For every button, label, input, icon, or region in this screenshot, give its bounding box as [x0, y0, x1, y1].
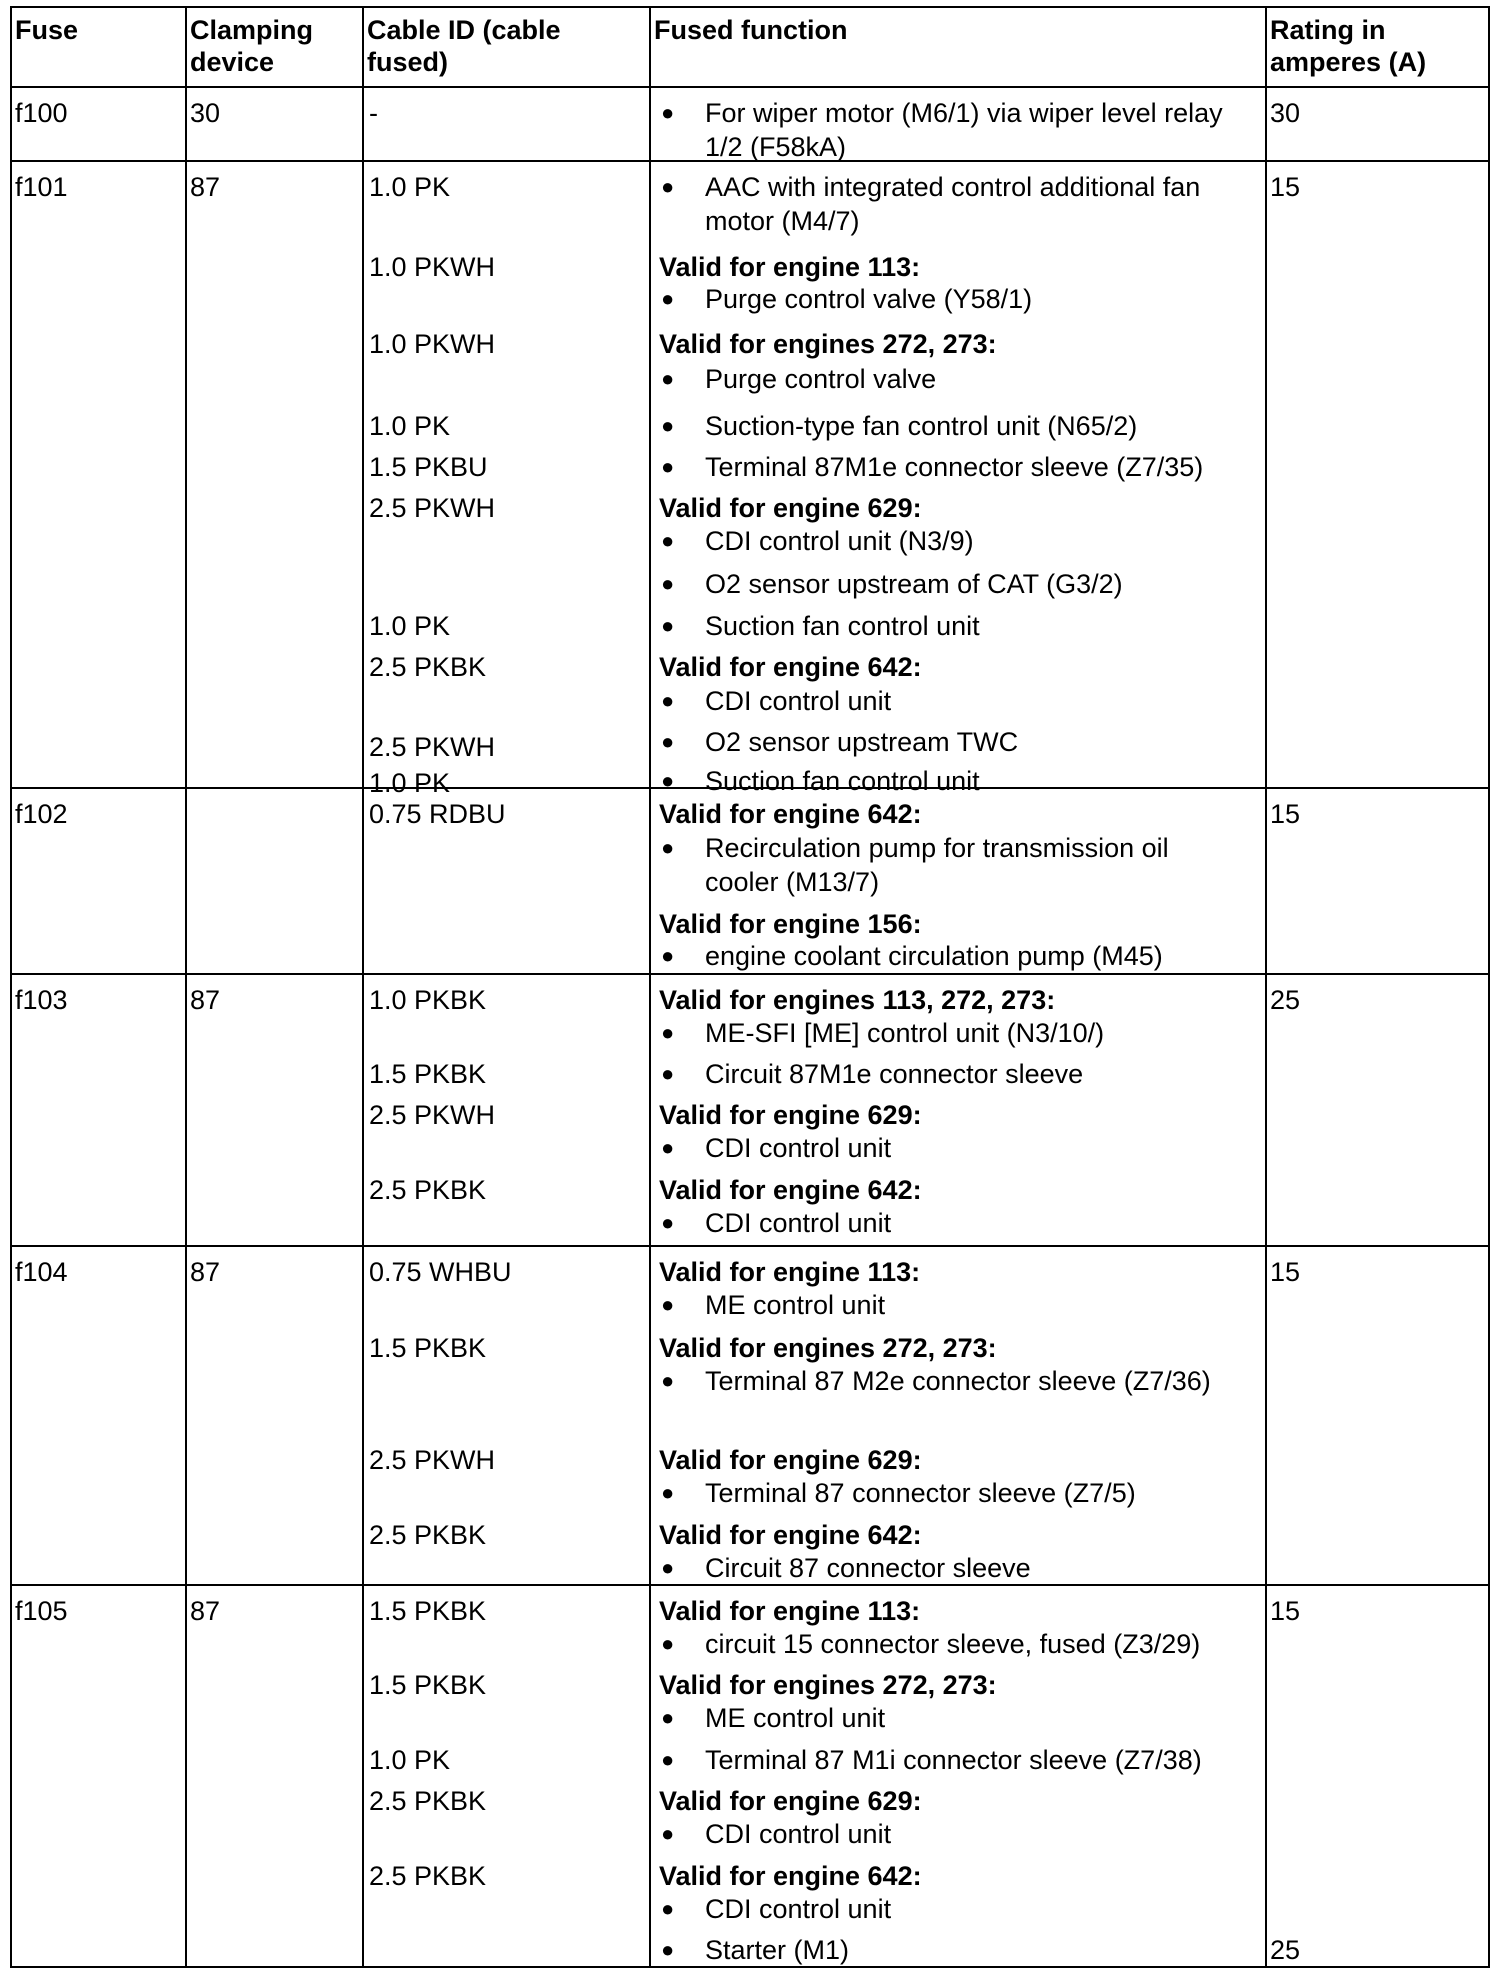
function-item: ● Suction fan control unit: [661, 766, 980, 796]
function-item: ● ME control unit: [661, 1290, 886, 1320]
function-item: ● Suction fan control unit: [661, 611, 980, 641]
fuse-f101: f101: [12, 162, 187, 789]
clamp-f105: 87: [187, 1586, 364, 1966]
function-item: ● Purge control valve: [661, 364, 937, 394]
cable-f101: [364, 162, 651, 798]
function-item: ● AAC with integrated control additional fan motor (M4/7): [661, 172, 1201, 236]
clamp-f100: 30: [187, 88, 364, 162]
cable-id: 2.5 PKBK: [369, 1175, 487, 1205]
cable-id: 2.5 PKWH: [369, 1100, 496, 1130]
cable-id: 1.0 PK: [369, 1745, 451, 1775]
engine-heading: Valid for engines 113, 272, 273:: [659, 985, 1056, 1015]
function-f105: [651, 1586, 1267, 1966]
fuse-f105: f105: [12, 1586, 187, 1966]
clamp-f102: [187, 789, 364, 975]
rating-f105: [1267, 1586, 1488, 1966]
rating-f101: 15: [1267, 162, 1488, 789]
engine-heading: Valid for engine 156:: [659, 909, 922, 939]
rating-f100: 30: [1267, 88, 1488, 162]
function-item: ● Terminal 87 M2e connector sleeve (Z7/36): [661, 1366, 1211, 1396]
function-item: ● Terminal 87M1e connector sleeve (Z7/35): [661, 452, 1204, 482]
function-item: ● Circuit 87 connector sleeve: [661, 1553, 1031, 1583]
rating-f102: 15: [1267, 789, 1488, 975]
clamp-f103: 87: [187, 975, 364, 1247]
function-f100: [651, 88, 1267, 162]
cable-id: 2.5 PKBK: [369, 652, 487, 682]
engine-heading: Valid for engine 629:: [659, 493, 922, 523]
engine-heading: Valid for engine 642:: [659, 1861, 922, 1891]
function-item: ● O2 sensor upstream TWC: [661, 727, 1019, 757]
cable-id: 1.0 PKBK: [369, 985, 487, 1015]
function-item: ● CDI control unit: [661, 1894, 892, 1924]
function-item: ● CDI control unit: [661, 1208, 892, 1238]
cable-id: 1.5 PKBK: [369, 1670, 487, 1700]
cable-f100: [364, 88, 651, 162]
function-item: ● engine coolant circulation pump (M45): [661, 941, 1163, 971]
cable-f103: [364, 975, 651, 1247]
cable-id: 1.5 PKBK: [369, 1059, 487, 1089]
cable-id: 1.0 PK: [369, 611, 451, 641]
rating-value-starter: 25: [1270, 1935, 1301, 1965]
header-fuse: Fuse: [12, 8, 187, 88]
function-item: ● Suction-type fan control unit (N65/2): [661, 411, 1138, 441]
function-item: ● CDI control unit: [661, 1819, 892, 1849]
function-f101: [651, 162, 1267, 796]
engine-heading: Valid for engines 272, 273:: [659, 1670, 997, 1700]
engine-heading: Valid for engine 113:: [659, 252, 921, 282]
function-f103: [651, 975, 1267, 1247]
engine-heading: Valid for engines 272, 273:: [659, 329, 997, 359]
function-f102: [651, 789, 1267, 975]
function-f104: [651, 1247, 1267, 1586]
function-item: ● Terminal 87 connector sleeve (Z7/5): [661, 1478, 1136, 1508]
cable-id: -: [369, 98, 378, 128]
function-item: ● ME control unit: [661, 1703, 886, 1733]
header-cable-id: Cable ID (cable fused): [364, 8, 651, 88]
fuse-f102: f102: [12, 789, 187, 975]
cable-id: 1.0 PKWH: [369, 252, 496, 282]
engine-heading: Valid for engine 629:: [659, 1445, 922, 1475]
fuse-f103: f103: [12, 975, 187, 1247]
cable-id: 2.5 PKWH: [369, 493, 496, 523]
cable-id: 2.5 PKBK: [369, 1520, 487, 1550]
cable-id: 1.0 PK: [369, 172, 451, 202]
cable-id: 2.5 PKBK: [369, 1861, 487, 1891]
cable-id: 1.0 PK: [369, 768, 451, 798]
cable-id: 0.75 RDBU: [369, 799, 506, 829]
function-item: ● CDI control unit: [661, 1133, 892, 1163]
function-item: ● CDI control unit (N3/9): [661, 526, 974, 556]
cable-id: 0.75 WHBU: [369, 1257, 512, 1287]
engine-heading: Valid for engine 629:: [659, 1100, 922, 1130]
function-item: ● For wiper motor (M6/1) via wiper level relay 1/2 (F58kA): [661, 98, 1223, 162]
engine-heading: Valid for engine 113:: [659, 1596, 921, 1626]
rating-f104: 15: [1267, 1247, 1488, 1586]
engine-heading: Valid for engine 629:: [659, 1786, 922, 1816]
cable-id: 2.5 PKWH: [369, 1445, 496, 1475]
function-item: ● Terminal 87 M1i connector sleeve (Z7/38): [661, 1745, 1202, 1775]
cable-id: 1.0 PKWH: [369, 329, 496, 359]
engine-heading: Valid for engine 113:: [659, 1257, 921, 1287]
function-item: ● ME-SFI [ME] control unit (N3/10/): [661, 1018, 1105, 1048]
rating-value: 15: [1270, 1596, 1301, 1626]
clamp-f101: 87: [187, 162, 364, 789]
function-item: ● CDI control unit: [661, 686, 892, 716]
engine-heading: Valid for engine 642:: [659, 1175, 922, 1205]
rating-f103: 25: [1267, 975, 1488, 1247]
fuse-f104: f104: [12, 1247, 187, 1586]
function-item: ● circuit 15 connector sleeve, fused (Z3/29): [661, 1629, 1201, 1659]
header-fused-function: Fused function: [651, 8, 1267, 88]
cable-id: 1.5 PKBK: [369, 1333, 487, 1363]
cable-f102: [364, 789, 651, 975]
engine-heading: Valid for engine 642:: [659, 1520, 922, 1550]
engine-heading: Valid for engine 642:: [659, 652, 922, 682]
cable-id: 2.5 PKWH: [369, 732, 496, 762]
function-item: ● O2 sensor upstream of CAT (G3/2): [661, 569, 1123, 599]
function-item: ● Recirculation pump for transmission oil cooler (M13/7): [661, 833, 1169, 897]
header-clamping-device: Clamping device: [187, 8, 364, 88]
cable-id: 1.5 PKBK: [369, 1596, 487, 1626]
fuse-f100: f100: [12, 88, 187, 162]
cable-id: 1.0 PK: [369, 411, 451, 441]
function-item: ● Starter (M1): [661, 1935, 850, 1965]
engine-heading: Valid for engines 272, 273:: [659, 1333, 997, 1363]
cable-id: 1.5 PKBU: [369, 452, 488, 482]
cable-id: 2.5 PKBK: [369, 1786, 487, 1816]
cable-f104: [364, 1247, 651, 1586]
fuse-table: [10, 6, 1490, 1968]
clamp-f104: 87: [187, 1247, 364, 1586]
function-item: ● Circuit 87M1e connector sleeve: [661, 1059, 1084, 1089]
cable-f105: [364, 1586, 651, 1966]
function-item: ● Purge control valve (Y58/1): [661, 284, 1033, 314]
header-rating: Rating in amperes (A): [1267, 8, 1488, 88]
engine-heading: Valid for engine 642:: [659, 799, 922, 829]
